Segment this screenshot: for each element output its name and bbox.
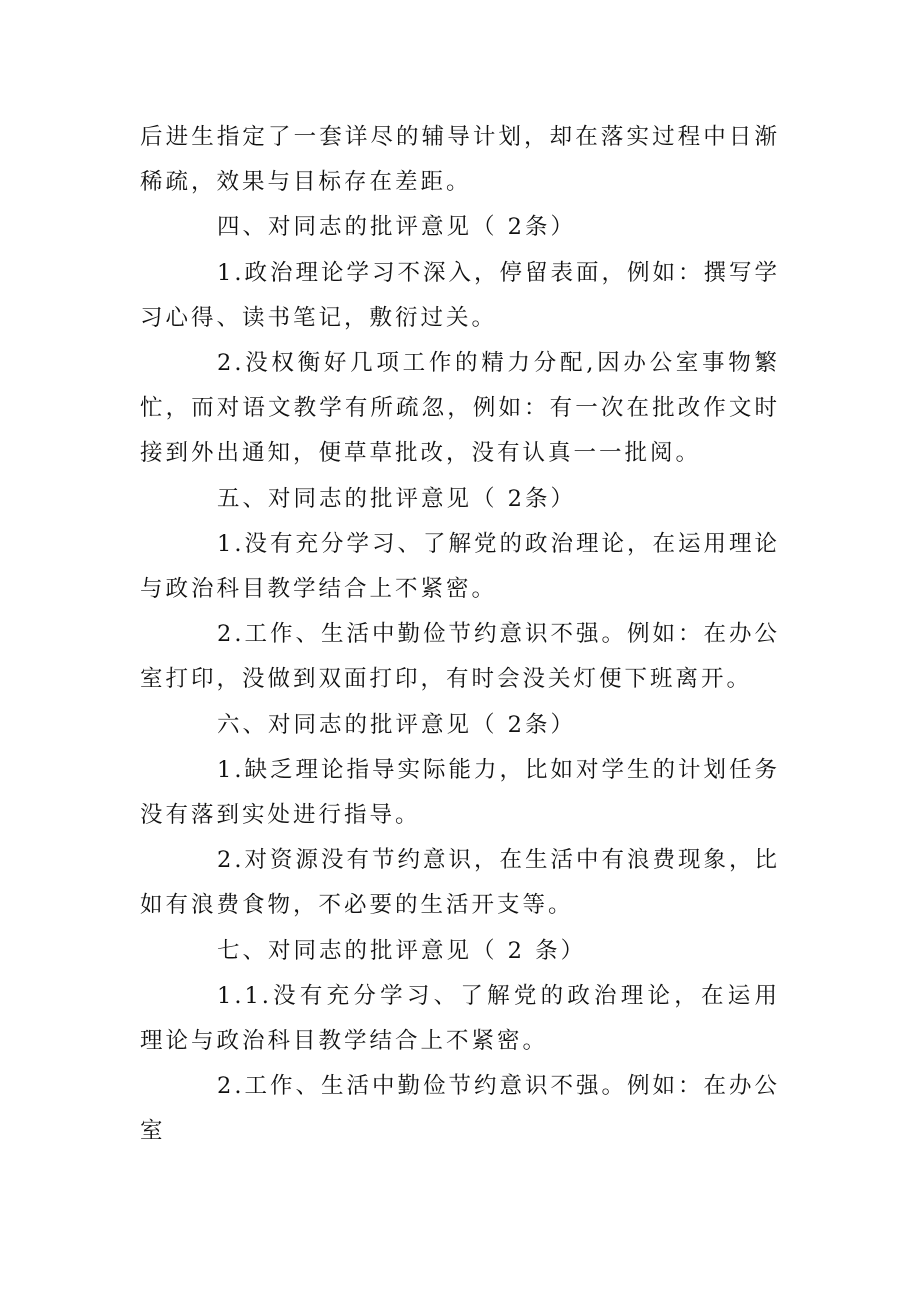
paragraph: 2.工作、生活中勤俭节约意识不强。例如：在办公室打印，没做到双面打印，有时会没关灯便下班离开。	[140, 621, 780, 693]
paragraph: 2.对资源没有节约意识，在生活中有浪费现象，比如有浪费食物，不必要的生活开支等。	[140, 847, 780, 919]
section-heading-five: 五、对同志的批评意见（ 2条）	[217, 485, 576, 512]
paragraph: 2.没权衡好几项工作的精力分配,因办公室事物繁忙，而对语文教学有所疏忽，例如：有一次在批改作文时接到外出通知，便草草批改，没有认真一一批阅。	[140, 350, 780, 467]
paragraph: 2.工作、生活中勤俭节约意识不强。例如：在办公室	[140, 1073, 780, 1145]
paragraph: 1.没有充分学习、了解党的政治理论，在运用理论与政治科目教学结合上不紧密。	[140, 530, 780, 603]
paragraph: 1.政治理论学习不深入，停留表面，例如：撰写学习心得、读书笔记，敷衍过关。	[140, 259, 780, 331]
section-heading-seven: 七、对同志的批评意见（ 2 条）	[217, 937, 587, 964]
paragraph-continuation: 后进生指定了一套详尽的辅导计划，却在落实过程中日渐稀疏，效果与目标存在差距。	[140, 124, 780, 196]
document-page	[140, 115, 780, 1155]
paragraph: 1.缺乏理论指导实际能力，比如对学生的计划任务没有落到实处进行指导。	[140, 756, 780, 829]
section-heading-four: 四、对同志的批评意见（ 2条）	[217, 214, 576, 241]
paragraph: 1.1.没有充分学习、了解党的政治理论，在运用理论与政治科目教学结合上不紧密。	[140, 982, 780, 1055]
section-heading-six: 六、对同志的批评意见（ 2条）	[217, 711, 576, 738]
